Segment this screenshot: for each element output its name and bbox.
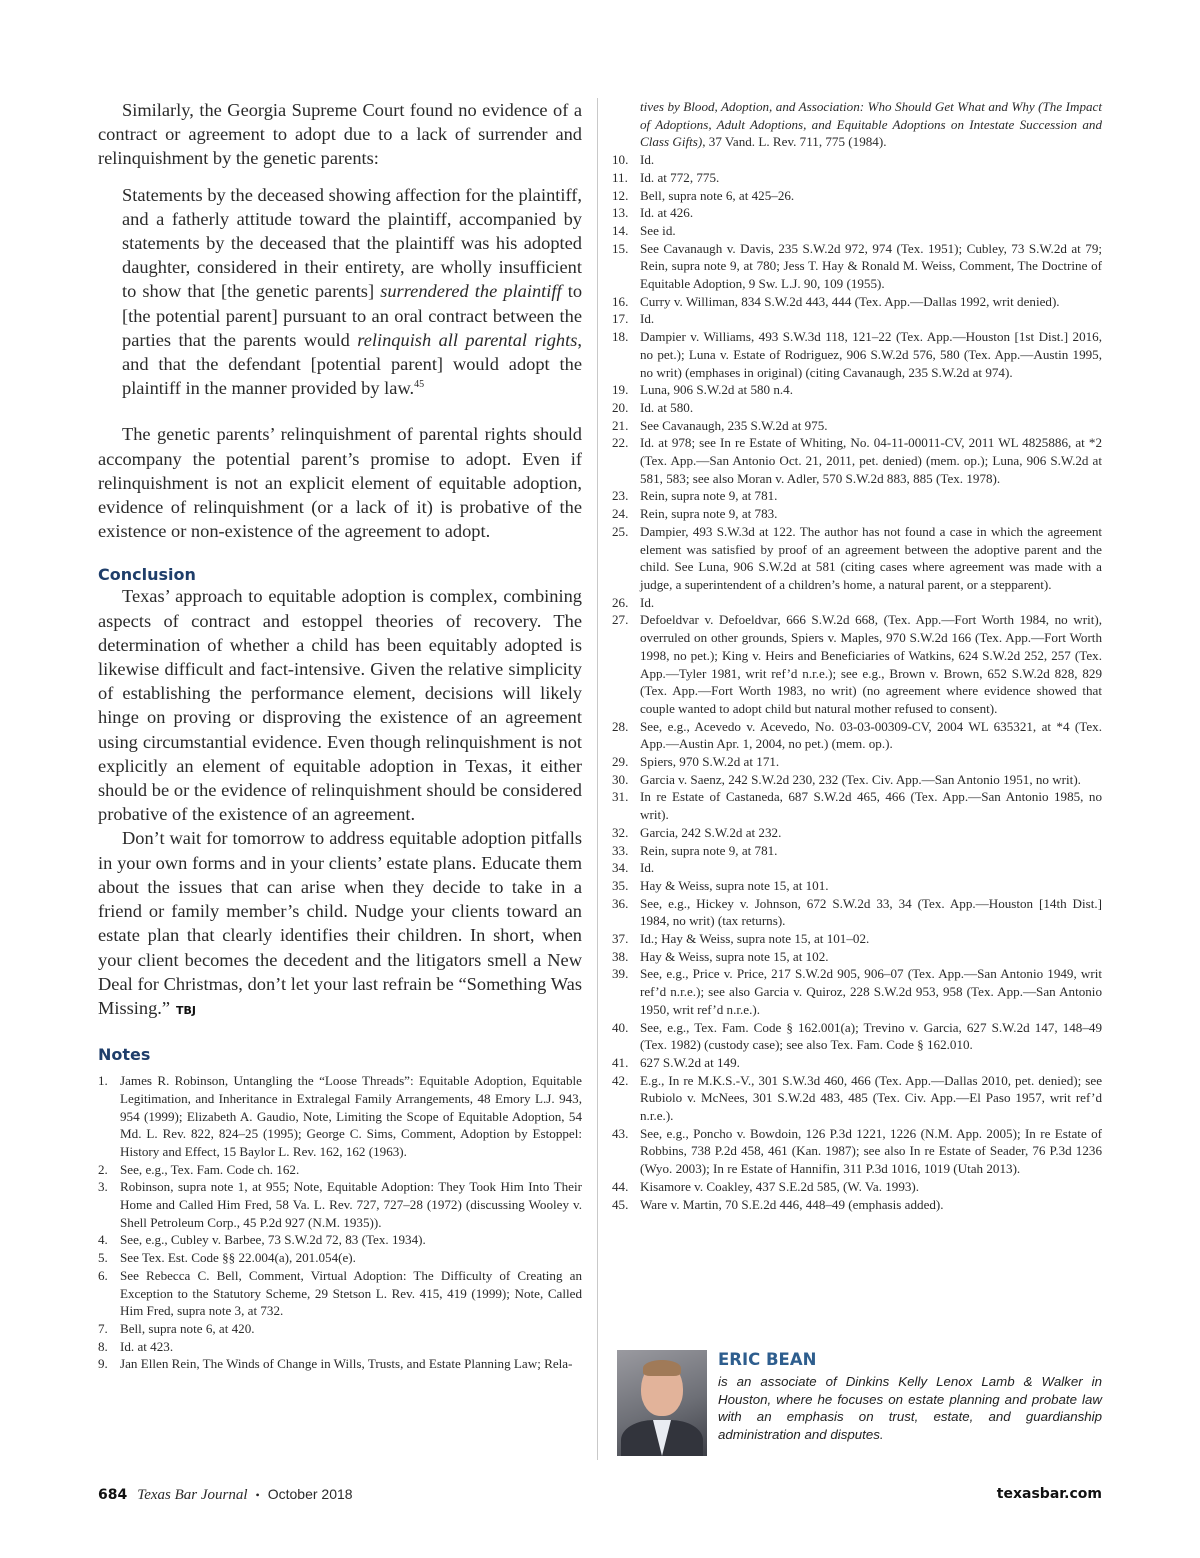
journal-name: Texas Bar Journal (137, 1487, 248, 1503)
footnote-item (98, 1231, 582, 1249)
footnote-text: Rein, supra note 9, at 783. (640, 506, 778, 522)
footnote-number: 2. (98, 1161, 108, 1177)
footnote-item (612, 399, 1102, 417)
footnote-number: 30. (612, 771, 629, 787)
footnote-number: 13. (612, 205, 629, 221)
photo-hair-shape (643, 1360, 681, 1376)
footnote-item (612, 328, 1102, 381)
footnote-text: Defoeldvar v. Defoeldvar, 666 S.W.2d 668, (Tex. App.—Fort Worth 1984, no writ), overruled on other grounds, Spiers v. Maples, 970 S.W.2d 166 (Tex. App.—Fort Worth 1998, no pet.); King v. Heirs and Beneficiaries of Watkins, 624 S.W.2d 252, 257 (Tex. App.—Tyler 1981, writ ref’d n.r.e.); see e.g., Brown v. Brown, 652 S.W.2d 828, 829 (Tex. App.—Fort Worth 1983, no writ) (no agreement where evidence showed that couple wanted to adopt child but natural mother refused to consent). (640, 612, 1102, 716)
footnote-item (612, 718, 1102, 753)
footnote-text: See, e.g., Tex. Fam. Code ch. 162. (120, 1161, 300, 1177)
footnote-number: 43. (612, 1125, 629, 1141)
footnote-number: 24. (612, 506, 629, 522)
footnote-text: Luna, 906 S.W.2d at 580 n.4. (640, 382, 793, 398)
footnote-text: See, e.g., Poncho v. Bowdoin, 126 P.3d 1221, 1226 (N.M. App. 2005); In re Estate of Robbins, 738 P.2d 458, 461 (Kan. 1987); see also In re Estate of Seader, 76 P.3d 1236 (Wyo. 2003); In re Estate of Hannifin, 311 P.3d 1016, 1019 (Utah 2013). (640, 1125, 1102, 1177)
left-column (98, 98, 582, 1373)
footnote-text: Hay & Weiss, supra note 15, at 102. (640, 948, 829, 964)
author-bio: is an associate of Dinkins Kelly Lenox Lamb & Walker in Houston, where he focuses on estate planning and probate law with an emphasis on trust, estate, and guardianship administration and disputes. (718, 1374, 1102, 1442)
notes-list-right (612, 151, 1102, 1213)
footnote-text: Id. at 426. (640, 205, 694, 221)
footnote-item (612, 523, 1102, 594)
footnote-item (612, 1196, 1102, 1214)
footnote-item (98, 1161, 582, 1179)
note-9-continuation-tail: , 37 Vand. L. Rev. 711, 775 (1984). (702, 134, 887, 150)
footnote-number: 39. (612, 966, 629, 982)
footnote-number: 9. (98, 1356, 108, 1372)
footnote-item (612, 1125, 1102, 1178)
footnote-item (612, 222, 1102, 240)
footnote-number: 36. (612, 895, 629, 911)
closing-text: Don’t wait for tomorrow to address equitable adoption pitfalls in your own forms and in your clients’ estate plans. Educate them about the issues that can arise when they decide to take in a friend or family member’s child. Nudge your clients toward an estate plan that clearly identifies their children. In short, when your client becomes the decedent and the litigators smell a New Deal for Christmas, don’t let your last refrain be “Something Was Missing.” (98, 828, 582, 1018)
footnote-text: Id. at 978; see In re Estate of Whiting, No. 04-11-00011-CV, 2011 WL 4825886, at *2 (Tex. App.—San Antonio Oct. 21, 2011, pet. denied) (mem. op.); Luna, 906 S.W.2d at 581, 583; see also Moran v. Adler, 570 S.W.2d 883, 885 (Tex. 1978). (640, 435, 1102, 486)
footnote-text: See, e.g., Cubley v. Barbee, 73 S.W.2d 72, 83 (Tex. 1934). (120, 1232, 426, 1248)
footnote-item (98, 1072, 582, 1161)
footnote-number: 3. (98, 1179, 108, 1195)
footnote-number: 20. (612, 399, 629, 415)
quote-emphasis-1: surrendered the plaintiff (380, 281, 562, 302)
footnote-number: 21. (612, 417, 629, 433)
footnote-text: Curry v. Williman, 834 S.W.2d 443, 444 (Tex. App.—Dallas 1992, writ denied). (640, 293, 1060, 309)
footnote-item (612, 895, 1102, 930)
quote-text-1: Statements by the deceased showing affection for the plaintiff, and a fatherly attitude toward the plaintiff, accompanied by statements by the deceased that the plaintiff was his adopted daughter, considered in their entirety, are wholly insufficient to show that [the genetic parents] (122, 184, 582, 302)
footnote-text: Garcia, 242 S.W.2d at 232. (640, 824, 782, 840)
footnote-number: 34. (612, 860, 629, 876)
footnote-number: 5. (98, 1250, 108, 1266)
body-paragraph-2: The genetic parents’ relinquishment of parental rights should accompany the potential parent’s promise to adopt. Even if relinquishment is not an explicit element of equitable adoption, evidence of relinquishment (or a lack of it) is probative of the existence or non-existence of the agreement to adopt. (98, 424, 582, 542)
footnote-text: See, e.g., Acevedo v. Acevedo, No. 03-03-00309-CV, 2004 WL 635321, at *4 (Tex. App.—Austin Apr. 1, 2004, no pet.) (mem. op.). (640, 718, 1102, 752)
author-name: ERIC BEAN (718, 1350, 817, 1369)
footnote-item (98, 1178, 582, 1231)
footnote-text: Dampier v. Williams, 493 S.W.3d 118, 121–22 (Tex. App.—Houston [1st Dist.] 2016, no pet.); Luna v. Estate of Rodriguez, 906 S.W.2d 576, 580 (Tex. App.—Austin 1995, no writ) (emphases in original) (citing Cavanaugh, 235 S.W.2d at 974). (640, 329, 1102, 380)
footnote-text: Id. (640, 311, 655, 327)
footnote-item (612, 842, 1102, 860)
tbj-end-mark: TBJ (176, 1003, 197, 1017)
footnote-number: 31. (612, 789, 629, 805)
footnote-item (612, 310, 1102, 328)
footnote-text: Id.; Hay & Weiss, supra note 15, at 101–02. (640, 931, 870, 947)
footnote-number: 28. (612, 718, 629, 734)
column-divider (597, 98, 598, 1460)
footnote-text: Robinson, supra note 1, at 955; Note, Equitable Adoption: They Took Him Into Their Home and Called Him Fred, 58 Va. L. Rev. 727, 727–28 (1972) (discussing Wooley v. Shell Petroleum Corp., 45 P.2d 927 (N.M. 1935)). (120, 1179, 582, 1230)
footnote-text: See Rebecca C. Bell, Comment, Virtual Adoption: The Difficulty of Creating an Exception to the Statutory Scheme, 29 Stetson L. Rev. 415, 419 (1999); Note, Called Him Fred, supra note 3, at 732. (120, 1267, 582, 1319)
footnote-number: 26. (612, 594, 629, 610)
footnote-item (98, 1249, 582, 1267)
footnote-number: 38. (612, 948, 629, 964)
footnote-number: 17. (612, 311, 629, 327)
footnote-number: 12. (612, 187, 629, 203)
footnote-text: Hay & Weiss, supra note 15, at 101. (640, 877, 829, 893)
footnote-number: 22. (612, 435, 629, 451)
body-paragraph-1: Similarly, the Georgia Supreme Court found no evidence of a contract or agreement to adopt due to a lack of surrender and relinquishment by the genetic parents: (98, 100, 582, 169)
footnote-number: 33. (612, 842, 629, 858)
author-box (617, 1350, 1102, 1458)
footnote-number: 29. (612, 754, 629, 770)
footnote-text: See, e.g., Price v. Price, 217 S.W.2d 905, 906–07 (Tex. App.—San Antonio 1949, writ ref’d n.r.e.); see also Garcia v. Quiroz, 228 S.W.2d 953, 958 (Tex. App.—San Antonio 1950, writ ref’d n.r.e.). (640, 966, 1102, 1017)
block-quote (122, 183, 582, 401)
footnote-number: 10. (612, 152, 629, 168)
note-9-continuation (612, 98, 1102, 151)
footnote-number: 27. (612, 612, 629, 628)
footnote-item (612, 381, 1102, 399)
notes-heading: Notes (98, 1045, 151, 1065)
body-paragraph-3: Texas’ approach to equitable adoption is complex, combining aspects of contract and estoppel theories of recovery. The determination of whether a child has been equitably adopted is likewise difficult and fact-intensive. Given the relative simplicity of establishing the performance element, decisions will likely hinge on proving or disproving the existence of an agreement using circumstantial evidence. Even though relinquishment is not explicitly an element of equitable adoption in Texas, it either should be or the evidence of relinquishment should be considered probative of the existence of an agreement. (98, 586, 582, 825)
footnote-item (612, 611, 1102, 717)
footnote-text: Id. (640, 594, 655, 610)
footnote-number: 6. (98, 1267, 108, 1283)
footnote-item (612, 930, 1102, 948)
footnote-number: 25. (612, 523, 629, 539)
footnote-item (98, 1338, 582, 1356)
footnote-text: Jan Ellen Rein, The Winds of Change in Wills, Trusts, and Estate Planning Law; Rela- (120, 1356, 573, 1372)
body-paragraph-4 (98, 826, 582, 1023)
footnote-text: E.g., In re M.K.S.-V., 301 S.W.3d 460, 466 (Tex. App.—Dallas 2010, pet. denied); see Rubiolo v. McNees, 301 S.W.2d 483, 485 (Tex. Civ. App.—El Paso 1957, writ ref’d n.r.e.). (640, 1072, 1102, 1124)
note-9-continuation-italic: tives by Blood, Adoption, and Association: Who Should Get What and Why (The Impact of Adoptions, Adult Adoptions, and Equitable Adoptions on Intestate Succession and Class Gifts) (640, 99, 1102, 150)
footnote-text: See, e.g., Hickey v. Johnson, 672 S.W.2d 33, 34 (Tex. App.—Houston [14th Dist.] 1984, no writ) (tax returns). (640, 895, 1102, 929)
footnote-number: 14. (612, 222, 629, 238)
footnote-number: 32. (612, 824, 629, 840)
footnote-item (612, 417, 1102, 435)
footnote-item (612, 434, 1102, 487)
footnote-item (612, 169, 1102, 187)
footnote-item (98, 1320, 582, 1338)
footnote-text: Id. at 772, 775. (640, 169, 720, 185)
footnote-item (612, 824, 1102, 842)
footnote-item (612, 1019, 1102, 1054)
page-footer (98, 1486, 1102, 1504)
footnote-number: 40. (612, 1019, 629, 1035)
footnote-number: 15. (612, 240, 629, 256)
footer-bullet: • (255, 1488, 260, 1502)
footnote-item (612, 1072, 1102, 1125)
footnote-number: 42. (612, 1072, 629, 1088)
footnote-text: Rein, supra note 9, at 781. (640, 842, 778, 858)
footnote-text: Id. (640, 860, 655, 876)
quote-emphasis-2: relinquish all parental rights (357, 329, 578, 350)
footnote-item (98, 1267, 582, 1320)
footnote-item (612, 187, 1102, 205)
footnote-item (612, 240, 1102, 293)
footnote-item (612, 505, 1102, 523)
footnote-number: 16. (612, 293, 629, 309)
footnote-item (98, 1355, 582, 1373)
footnote-item (612, 965, 1102, 1018)
footnote-text: Bell, supra note 6, at 425–26. (640, 187, 795, 203)
footnote-number: 44. (612, 1178, 629, 1194)
footnote-item (612, 293, 1102, 311)
footnote-item (612, 859, 1102, 877)
footnote-number: 19. (612, 382, 629, 398)
footnote-number: 23. (612, 488, 629, 504)
footnote-number: 11. (612, 169, 628, 185)
footnote-text: Dampier, 493 S.W.3d at 122. The author has not found a case in which the agreement element was satisfied by proof of an agreement between the adoptive parent and the child. See Luna, 906 S.W.2d at 581 (citing cases where agreement was made with a judge, a superintendent of a children’s home, a natural parent, or a stepparent). (640, 523, 1102, 592)
headshot-photo (617, 1350, 707, 1456)
footnote-number: 7. (98, 1320, 108, 1336)
footnote-text: Id. at 423. (120, 1338, 174, 1354)
footnote-item (612, 151, 1102, 169)
notes-list-left (98, 1072, 582, 1373)
footnote-text: Bell, supra note 6, at 420. (120, 1320, 255, 1336)
footnote-item (612, 594, 1102, 612)
footnote-item (612, 487, 1102, 505)
issue-date: October 2018 (267, 1486, 353, 1502)
footnote-text: See, e.g., Tex. Fam. Code § 162.001(a); Trevino v. Garcia, 627 S.W.2d 147, 148–49 (Tex. 1982) (custody case); see also Tex. Fam. Code § 162.010. (640, 1019, 1102, 1053)
footnote-text: Ware v. Martin, 70 S.E.2d 446, 448–49 (emphasis added). (640, 1196, 944, 1212)
footnote-text: Rein, supra note 9, at 781. (640, 488, 778, 504)
footnote-text: 627 S.W.2d at 149. (640, 1054, 740, 1070)
footnote-text: James R. Robinson, Untangling the “Loose Threads”: Equitable Adoption, Equitable Legitimation, and Inheritance in Extralegal Family Arrangements, 48 Emory L.J. 943, 954 (1999); Elizabeth A. Gaudio, Note, Limiting the Scope of Equitable Adoption, 54 Md. L. Rev. 822, 824–25 (1995); George C. Sims, Comment, Adoption by Estoppel: History and Effect, 15 Baylor L. Rev. 162, 162 (1963). (120, 1073, 582, 1159)
footnote-number: 45. (612, 1196, 629, 1212)
footnote-item (612, 948, 1102, 966)
quote-text-3: , and that the defendant [potential parent] would adopt the plaintiff in the manner provided by law. (122, 329, 582, 399)
footnote-text: Spiers, 970 S.W.2d at 171. (640, 754, 780, 770)
footnote-text: Id. (640, 152, 655, 168)
footnote-number: 37. (612, 931, 629, 947)
footnote-ref-45[interactable]: 45 (414, 379, 425, 391)
footnote-text: Kisamore v. Coakley, 437 S.E.2d 585, (W. Va. 1993). (640, 1178, 920, 1194)
website-link[interactable]: texasbar.com (996, 1486, 1102, 1502)
footnote-item (612, 788, 1102, 823)
footnote-number: 41. (612, 1054, 629, 1070)
footnote-text: Id. at 580. (640, 399, 694, 415)
footnote-number: 35. (612, 877, 629, 893)
right-column (612, 98, 1102, 1213)
footnote-number: 8. (98, 1338, 108, 1354)
footnote-number: 18. (612, 329, 629, 345)
footnote-text: See Cavanaugh v. Davis, 235 S.W.2d 972, 974 (Tex. 1951); Cubley, 73 S.W.2d at 79; Rein, supra note 9, at 780; Jess T. Hay & Ronald M. Weiss, Comment, The Doctrine of Equitable Adoption, 9 Sw. L.J. 90, 109 (1955). (640, 240, 1102, 292)
footnote-number: 1. (98, 1073, 108, 1089)
footnote-text: In re Estate of Castaneda, 687 S.W.2d 465, 466 (Tex. App.—San Antonio 1985, no writ). (640, 789, 1102, 823)
footnote-item (612, 753, 1102, 771)
footnote-item (612, 771, 1102, 789)
footnote-item (612, 1054, 1102, 1072)
footnote-number: 4. (98, 1232, 108, 1248)
footnote-text: See Cavanaugh, 235 S.W.2d at 975. (640, 417, 828, 433)
footnote-text: See Tex. Est. Code §§ 22.004(a), 201.054(e). (120, 1250, 356, 1266)
footnote-item (612, 1178, 1102, 1196)
conclusion-heading: Conclusion (98, 565, 196, 585)
quote-text-2: to [the potential parent] pursuant to an oral contract between the parties that the parents would (122, 281, 583, 350)
footnote-item (612, 204, 1102, 222)
footnote-text: Garcia v. Saenz, 242 S.W.2d 230, 232 (Tex. Civ. App.—San Antonio 1951, no writ). (640, 771, 1081, 787)
page-number: 684 (98, 1487, 128, 1503)
footnote-text: See id. (640, 222, 676, 238)
footnote-item (612, 877, 1102, 895)
